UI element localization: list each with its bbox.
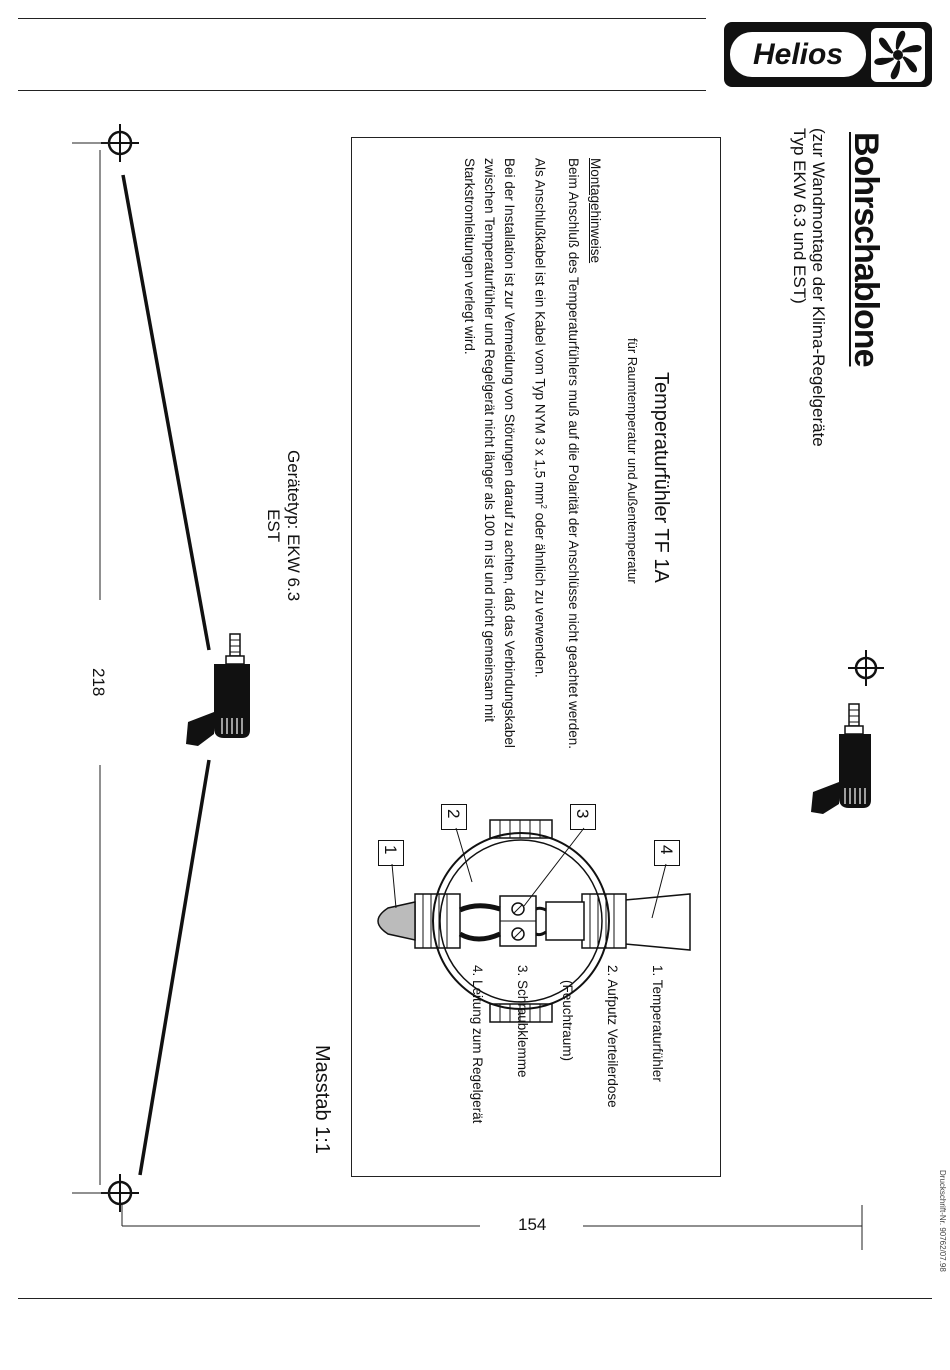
callout-2-label: 2 — [444, 809, 463, 819]
device-type-line-1: Gerätetyp: EKW 6.3 — [284, 450, 303, 602]
legend-item-2b: (Feuchtraum) — [560, 965, 575, 1062]
page-title: Bohrschablone — [847, 132, 885, 367]
callout-3-label: 3 — [573, 809, 592, 819]
notes-paragraph-1: Beim Anschluß des Temperaturfühlers muß auf die Polarität der Anschlüsse nicht geachtet werden. — [566, 158, 581, 750]
notes-paragraph-3: Bei der Installation ist zur Vermeidung von Störungen darauf zu achten, daß das Verbindungskabel zwischen Temperaturfühler und Regelgerät nicht länger als 100 m ist und nicht gemeinsam mit Starkstromleitungen verlegt wird. — [462, 158, 518, 748]
legend-item-4: 4. Leitung zum Regelgerät — [470, 965, 485, 1124]
sensor-subtitle: für Raumtemperatur und Außentemperatur — [625, 338, 640, 584]
legend-item-2: 2. Aufputz Verteilerdose — [605, 965, 620, 1108]
legend-item-1: 1. Temperaturfühler — [650, 965, 665, 1082]
notes-paragraph-2-text: Als Anschlußkabel ist ein Kabel vom Typ NYM 3 x 1,5 mm — [532, 158, 548, 505]
callout-1-label: 1 — [381, 845, 400, 855]
notes-paragraph-2-tail: oder ähnlich zu verwenden. — [532, 508, 548, 678]
drill-icon-left — [180, 630, 255, 750]
legend-item-3: 3. Schraubklemme — [515, 965, 530, 1078]
callout-4-label: 4 — [657, 845, 676, 855]
notes-heading: Montagehinweise — [588, 158, 603, 264]
document-number: Druckschrift-Nr. 90762/07.98 — [938, 1170, 947, 1272]
sensor-title: Temperaturfühler TF 1A — [650, 372, 672, 583]
device-type — [263, 450, 303, 601]
device-type-line-2: EST — [264, 509, 283, 543]
dimension-label: 218 — [89, 668, 108, 697]
logo-text: Helios — [752, 38, 844, 71]
scale-label: Masstab 1:1 — [311, 1045, 333, 1154]
subtitle-line-1: (zur Wandmontage der Klima-Regelgeräte — [809, 128, 828, 447]
footer-rule — [18, 1298, 932, 1299]
subtitle-line-2: Typ EKW 6.3 und EST) — [790, 128, 809, 304]
notes-paragraph-2-sup: 2 — [539, 504, 548, 509]
page-number: 154 — [518, 1215, 547, 1234]
